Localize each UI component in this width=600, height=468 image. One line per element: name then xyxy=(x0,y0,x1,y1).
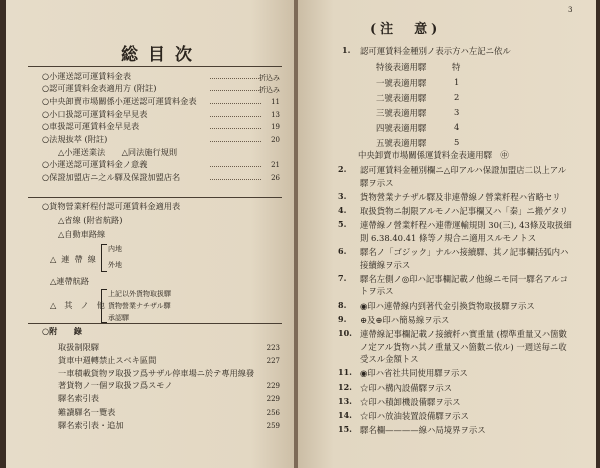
note-number: 15. xyxy=(338,424,352,435)
appendix-entry-page: 223 xyxy=(266,344,280,352)
note-number: 2. xyxy=(338,164,347,174)
toc-entry-text: ○保證加盟店ニ之ル驛及保證加盟店名 xyxy=(42,172,181,182)
route-group-label: △連帶線 xyxy=(50,254,101,264)
toc-leader xyxy=(210,78,261,79)
appendix-entry-text: 一車積載貨物ヲ取扱フ爲サザル停車場ニ於テ專用線發 xyxy=(58,368,255,378)
note-number: 8. xyxy=(338,299,347,310)
toc-entry-text: △小運送業法 △同法施行規則 xyxy=(58,147,178,157)
note-number: 5. xyxy=(338,219,347,230)
note-line: 貨物營業ナチザル驛及非連帶線ノ營業粁程ハ省略セリ xyxy=(360,191,561,202)
note-number: 4. xyxy=(338,205,347,215)
toc-entry-text: ○車扱認可運賃料金早見表 xyxy=(42,121,140,131)
appendix-entry-page: 229 xyxy=(266,382,280,390)
note-line: 接續線ヲ示ス xyxy=(360,259,411,270)
other-brace xyxy=(101,289,107,323)
appendix-entry-text: 貨車中週轉禁止スベキ區間 xyxy=(58,355,157,365)
toc-leader xyxy=(210,90,261,91)
divider-1 xyxy=(28,197,282,198)
toc-entry-page: 19 xyxy=(271,123,280,131)
toc-title: 総目次 xyxy=(121,45,202,65)
note-number: 3. xyxy=(338,190,347,201)
code-table-label: 二號表適用驛 xyxy=(376,93,427,103)
divider-2 xyxy=(28,323,282,324)
code-table-code: 2 xyxy=(454,92,460,102)
left-page xyxy=(6,0,294,468)
toc-leader xyxy=(210,103,261,104)
code-table-label: 五號表適用驛 xyxy=(376,138,427,148)
note-line: 受スル金額トス xyxy=(360,354,419,365)
route2-label: △連帶航路 xyxy=(50,276,90,286)
note-line: 驛名左側ノ◎印ハ記事欄記載ノ他線ニモ同一驛名アルコ xyxy=(360,273,568,284)
code-table-label: 四號表適用驛 xyxy=(376,123,427,133)
code-table-code: 5 xyxy=(454,137,460,147)
toc-entry-text: ○中央卸賣市場關係小運送認可運賃料金表 xyxy=(42,96,197,106)
note-line: トヲ示ス xyxy=(360,286,394,297)
note-line: ◉印ハ省社共同使用驛ヲ示ス xyxy=(360,368,468,379)
appendix-entry-text: 驛名索引表 xyxy=(58,393,99,403)
notes-title: (注 意) xyxy=(370,22,442,37)
note-line: 驛名ノ「ゴジック」ナルハ接續驛、其ノ記事欄括弧内ハ xyxy=(360,247,569,257)
table-header-label: 特後表適用驛 xyxy=(376,62,427,72)
toc-entry-text: △自動車路線 xyxy=(58,229,106,239)
code-table-code: 3 xyxy=(454,107,460,117)
note-line: 則 6.38.40.41 條等ノ規合ニ適用スルモノトス xyxy=(360,232,537,243)
note-line: 驛名欄————線ハ局境界ヲ示ス xyxy=(360,425,486,436)
page-number: 3 xyxy=(568,6,573,14)
table-footer: 中央卸賣市場關係運賃料金表適用驛 ㊥ xyxy=(358,150,509,160)
toc-entry-text: ○小口扱認可運賃料金早見表 xyxy=(42,109,148,119)
code-table-label: 一號表適用驛 xyxy=(376,78,427,88)
toc-entry-text: ○法規抜萃 (附註) xyxy=(42,134,108,144)
other-sub-3: 承認驛 xyxy=(108,314,129,322)
appendix-entry-page: 259 xyxy=(266,422,280,430)
appendix-entry-page: 256 xyxy=(266,409,280,417)
note-line: 連帶線ノ營業粁程ハ連帶運輸規則 30(三), 43條及取扱細 xyxy=(360,220,572,231)
toc-leader xyxy=(210,166,261,167)
note-line: ⊕及⊕印ハ簡易線ヲ示ス xyxy=(360,314,450,325)
appendix-title: ○附 錄 xyxy=(42,326,82,336)
other-group-label: △其ノ他 xyxy=(50,300,113,310)
note-line: ☆印ハ放油装置設備驛ヲ示ス xyxy=(360,411,469,421)
code-table-code: 4 xyxy=(454,122,460,132)
note-number: 12. xyxy=(338,381,352,392)
note-number: 6. xyxy=(338,246,347,256)
toc-entry-page: 20 xyxy=(271,136,280,144)
note-line: ☆印ハ積卸機設備驛ヲ示ス xyxy=(360,396,461,407)
note-line: ノ定アル貨物ハ其ノ重量又ハ箇數ニ依ル) 一週送毎ニ收 xyxy=(360,341,567,352)
other-sub-2: 貨物營業ナチザル驛 xyxy=(108,302,171,310)
appendix-entry-text: 著貨物ノ一個ヲ取扱フ爲スモノ xyxy=(58,380,173,390)
appendix-entry-text: 取扱制限驛 xyxy=(58,342,99,352)
appendix-entry-page: 229 xyxy=(266,395,280,403)
route-sub-1: 内地 xyxy=(108,245,122,253)
toc-leader xyxy=(210,179,261,180)
toc-entry-page: 26 xyxy=(271,174,280,182)
toc-entry-page: 折込み xyxy=(259,74,280,82)
note-line: 認可運賃料金種別欄ニ△印アルハ保證加盟店二以上アル xyxy=(360,165,567,175)
route-sub-2: 外地 xyxy=(108,261,122,269)
appendix-entry-text: 驛名索引表・追加 xyxy=(58,420,124,430)
toc-entry-text: △省線 (附省航路) xyxy=(58,215,123,225)
note-line: 取扱貨物ニ制限アルモノハ記事欄又ハ「秦」ニ搬ゲタリ xyxy=(360,206,568,216)
note-1-number: 1. xyxy=(342,45,351,55)
toc-entry-page: 13 xyxy=(271,111,280,119)
table-header-code: 特 xyxy=(452,62,461,72)
note-line: 驛ヲ示ス xyxy=(360,177,394,188)
note-number: 13. xyxy=(338,395,352,406)
toc-entry-text: ○貨物營業粁程付認可運賃料金適用表 xyxy=(42,201,181,211)
toc-entry-page: 折込み xyxy=(259,86,280,94)
toc-leader xyxy=(210,116,261,117)
toc-entry-text: ○小運送認可運賃料金表 xyxy=(42,71,132,81)
note-line: 連帶線記事欄記載ノ接續粁ハ實重量 (標準重量又ハ箇數 xyxy=(360,329,567,339)
toc-entry-page: 11 xyxy=(271,98,280,106)
right-page xyxy=(298,0,596,468)
note-number: 14. xyxy=(338,410,352,420)
toc-leader xyxy=(210,128,261,129)
code-table-label: 三號表適用驛 xyxy=(376,108,427,118)
note-line: ◉印ハ連帶線内到著代金引換貨物取扱驛ヲ示ス xyxy=(360,300,535,311)
title-rule xyxy=(28,66,282,67)
toc-entry-text: ○認可運賃料金表適用方 (附註) xyxy=(42,83,157,93)
note-number: 11. xyxy=(338,367,352,378)
note-line: ☆印ハ構內設備驛ヲ示ス xyxy=(360,382,453,393)
note-number: 10. xyxy=(338,328,352,338)
toc-entry-text: ○小運送認可運賃料金ノ意義 xyxy=(42,159,148,169)
note-1-text: 認可運賃料金種別ノ表示方ハ左記ニ依ル xyxy=(360,46,511,56)
appendix-entry-text: 難讀驛名一覽表 xyxy=(58,407,116,417)
other-sub-1: 上記以外貨物取扱驛 xyxy=(108,290,171,298)
note-number: 7. xyxy=(338,272,347,283)
toc-leader xyxy=(210,141,261,142)
code-table-code: 1 xyxy=(454,77,460,87)
toc-entry-page: 21 xyxy=(271,161,280,169)
note-number: 9. xyxy=(338,313,347,324)
appendix-entry-page: 227 xyxy=(266,357,280,365)
route-brace xyxy=(101,244,107,272)
